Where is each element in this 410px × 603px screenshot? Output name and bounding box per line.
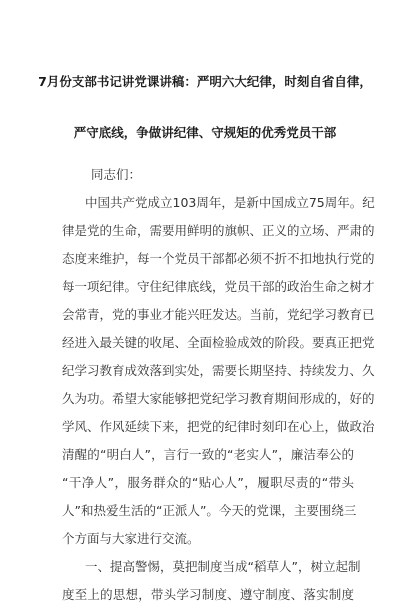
document-title-line-2: 严守底线，争做讲纪律、守规矩的优秀党员干部 bbox=[73, 125, 337, 140]
body-line: 每一项纪律。守住纪律底线，党员干部的政治生命之树才 bbox=[62, 279, 375, 294]
body-line: 个方面与大家进行交流。 bbox=[62, 531, 200, 546]
body-line: 人”和热爱生活的“正派人”。今天的党课，主要围绕三 bbox=[62, 503, 357, 518]
body-line: 学风、作风延续下来，把党的纪律时刻印在心上，做政治 bbox=[62, 419, 375, 434]
body-line: “干净人”，服务群众的“贴心人”，履职尽责的“带头 bbox=[62, 475, 354, 490]
body-line: 清醒的“明白人”，言行一致的“老实人”，廉洁奉公的 bbox=[62, 447, 354, 462]
body-line: 中国共产党成立103周年，是新中国成立75周年。纪 bbox=[85, 195, 375, 210]
body-line: 纪学习教育成效落到实处，需要长期坚持、持续发力、久 bbox=[62, 363, 375, 378]
body-line: 一、提高警惕，莫把制度当成“稻草人”，树立起制 bbox=[85, 559, 361, 574]
body-line: 态度来维护，每一个党员干部都必须不折不扣地执行党的 bbox=[62, 251, 375, 266]
body-line: 律是党的生命，需要用鲜明的旗帜、正义的立场、严肃的 bbox=[62, 223, 375, 238]
body-line: 度至上的思想，带头学习制度、遵守制度、落实制度 bbox=[62, 587, 354, 602]
greeting: 同志们： bbox=[91, 167, 142, 182]
body-line: 经进入最关键的收尾、全面检验成效的阶段。要真正把党 bbox=[62, 335, 375, 350]
body-line: 久为功。希望大家能够把党纪学习教育期间形成的，好的 bbox=[62, 391, 375, 406]
body-line: 会常青，党的事业才能兴旺发达。当前，党纪学习教育已 bbox=[62, 307, 375, 322]
document-title-line-1: 7月份支部书记讲党课讲稿：严明六大纪律，时刻自省自律， bbox=[38, 74, 372, 89]
